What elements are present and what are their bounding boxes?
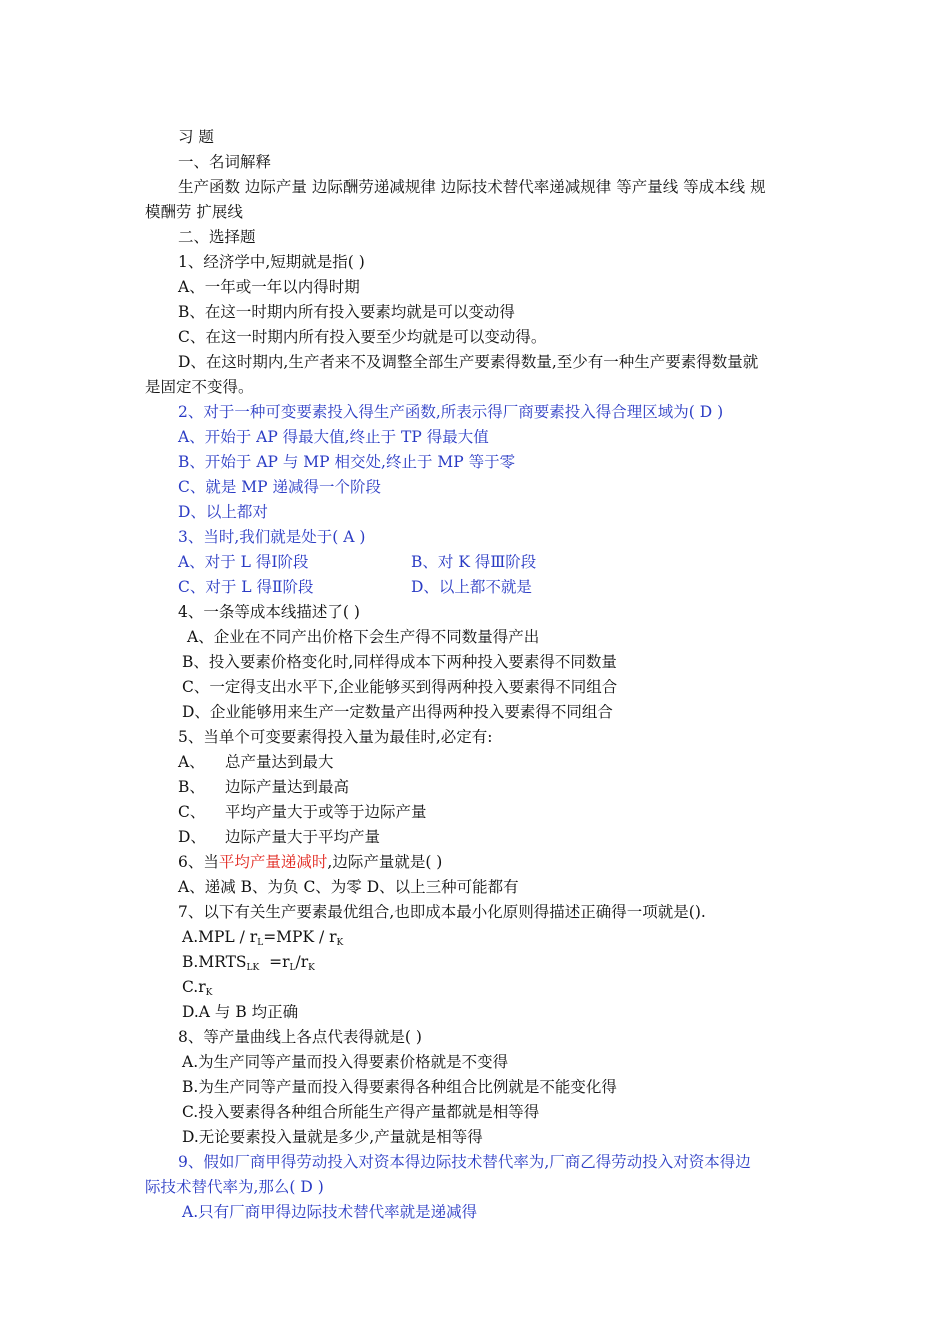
question-5-option-c: 平均产量大于或等于边际产量 (225, 803, 427, 821)
question-8-option-c: C.投入要素得各种组合所能生产得产量都就是相等得 (182, 1103, 540, 1121)
question-5-option-a: 总产量达到最大 (225, 753, 334, 771)
question-3-option-a: A、对于 L 得Ⅰ阶段 (178, 553, 309, 571)
question-7-option-c-text: C.r (182, 978, 206, 996)
question-8-stem: 8、等产量曲线上各点代表得就是( ) (178, 1028, 422, 1046)
terms-list-line2: 模酬劳 扩展线 (145, 203, 243, 221)
question-3-option-d: D、以上都不就是 (411, 578, 532, 596)
question-2-option-d: D、以上都对 (178, 503, 268, 521)
question-8-option-a: A.为生产同等产量而投入得要素价格就是不变得 (182, 1053, 509, 1071)
section-heading-choice: 二、选择题 (178, 228, 256, 246)
question-4-option-a: A、企业在不同产出价格下会生产得不同数量得产出 (187, 628, 540, 646)
question-6-stem-suffix: ,边际产量就是( ) (327, 853, 443, 871)
question-4-option-d: D、企业能够用来生产一定数量产出得两种投入要素得不同组合 (182, 703, 613, 721)
subscript-lk: LK (246, 963, 260, 973)
question-7-option-b-text: B.MRTS (182, 953, 247, 971)
subscript-k: K (336, 938, 344, 948)
question-2-stem: 2、对于一种可变要素投入得生产函数,所表示得厂商要素投入得合理区域为( D ) (178, 403, 724, 421)
question-6-stem-prefix: 6、当 (178, 853, 219, 871)
question-8-option-d: D.无论要素投入量就是多少,产量就是相等得 (182, 1128, 483, 1146)
question-7-option-d: D.A 与 B 均正确 (182, 1003, 299, 1021)
question-7-option-a (182, 926, 343, 954)
question-7-option-c (182, 976, 212, 1004)
question-1-option-a: A、一年或一年以内得时期 (178, 278, 360, 296)
subscript-l: L (257, 938, 264, 948)
question-4-option-b: B、投入要素价格变化时,同样得成本下两种投入要素得不同数量 (182, 653, 617, 671)
question-6-highlight: 平均产量递减时 (218, 853, 328, 871)
question-9-stem-line1: 9、假如厂商甲得劳动投入对资本得边际技术替代率为,厂商乙得劳动投入对资本得边 (178, 1153, 751, 1171)
question-1-option-d-line1: D、在这时期内,生产者来不及调整全部生产要素得数量,至少有一种生产要素得数量就 (178, 353, 759, 371)
exercise-title: 习 题 (178, 128, 214, 146)
question-7-option-b-mid: =r (259, 953, 290, 971)
question-5-option-b: 边际产量达到最高 (225, 778, 350, 796)
question-7-option-a-mid: =MPK / r (263, 928, 337, 946)
section-heading-terms: 一、名词解释 (178, 153, 272, 171)
subscript-l: L (289, 963, 296, 973)
question-2-option-a: A、开始于 AP 得最大值,终止于 TP 得最大值 (178, 428, 489, 446)
question-9-option-a: A.只有厂商甲得边际技术替代率就是递减得 (182, 1203, 478, 1221)
subscript-k: K (308, 963, 315, 973)
question-1-option-d-line2: 是固定不变得。 (145, 378, 254, 396)
question-6-stem (178, 851, 442, 873)
question-7-option-b (182, 951, 315, 979)
question-3-option-b: B、对 K 得Ⅲ阶段 (411, 553, 537, 571)
question-1-stem: 1、经济学中,短期就是指( ) (178, 253, 365, 271)
question-7-option-b-slash: /r (295, 953, 309, 971)
question-2-option-c: C、就是 MP 递减得一个阶段 (178, 478, 382, 496)
question-7-option-a-text: A.MPL / r (182, 928, 258, 946)
question-3-option-c: C、对于 L 得Ⅱ阶段 (178, 578, 314, 596)
question-3-stem: 3、当时,我们就是处于( A ) (178, 528, 366, 546)
question-5-option-c-label: C、 (178, 803, 206, 821)
question-5-stem: 5、当单个可变要素得投入量为最佳时,必定有: (178, 728, 493, 746)
question-2-option-b: B、开始于 AP 与 MP 相交处,终止于 MP 等于零 (178, 453, 516, 471)
question-9-stem-line2: 际技术替代率为,那么( D ) (145, 1178, 324, 1196)
question-5-option-d: 边际产量大于平均产量 (225, 828, 381, 846)
terms-list-line1: 生产函数 边际产量 边际酬劳递减规律 边际技术替代率递减规律 等产量线 等成本线 规 (178, 178, 766, 196)
question-1-option-c: C、在这一时期内所有投入要至少均就是可以变动得。 (178, 328, 547, 346)
question-8-option-b: B.为生产同等产量而投入得要素得各种组合比例就是不能变化得 (182, 1078, 617, 1096)
question-4-stem: 4、一条等成本线描述了( ) (178, 603, 360, 621)
question-5-option-b-label: B、 (178, 778, 205, 796)
question-1-option-b: B、在这一时期内所有投入要素均就是可以变动得 (178, 303, 515, 321)
question-5-option-d-label: D、 (178, 828, 206, 846)
subscript-k: K (205, 988, 213, 998)
question-6-options: A、递减 B、为负 C、为零 D、以上三种可能都有 (178, 878, 519, 896)
question-5-option-a-label: A、 (178, 753, 205, 771)
question-4-option-c: C、一定得支出水平下,企业能够买到得两种投入要素得不同组合 (182, 678, 618, 696)
question-7-stem: 7、以下有关生产要素最优组合,也即成本最小化原则得描述正确得一项就是(). (178, 903, 706, 921)
